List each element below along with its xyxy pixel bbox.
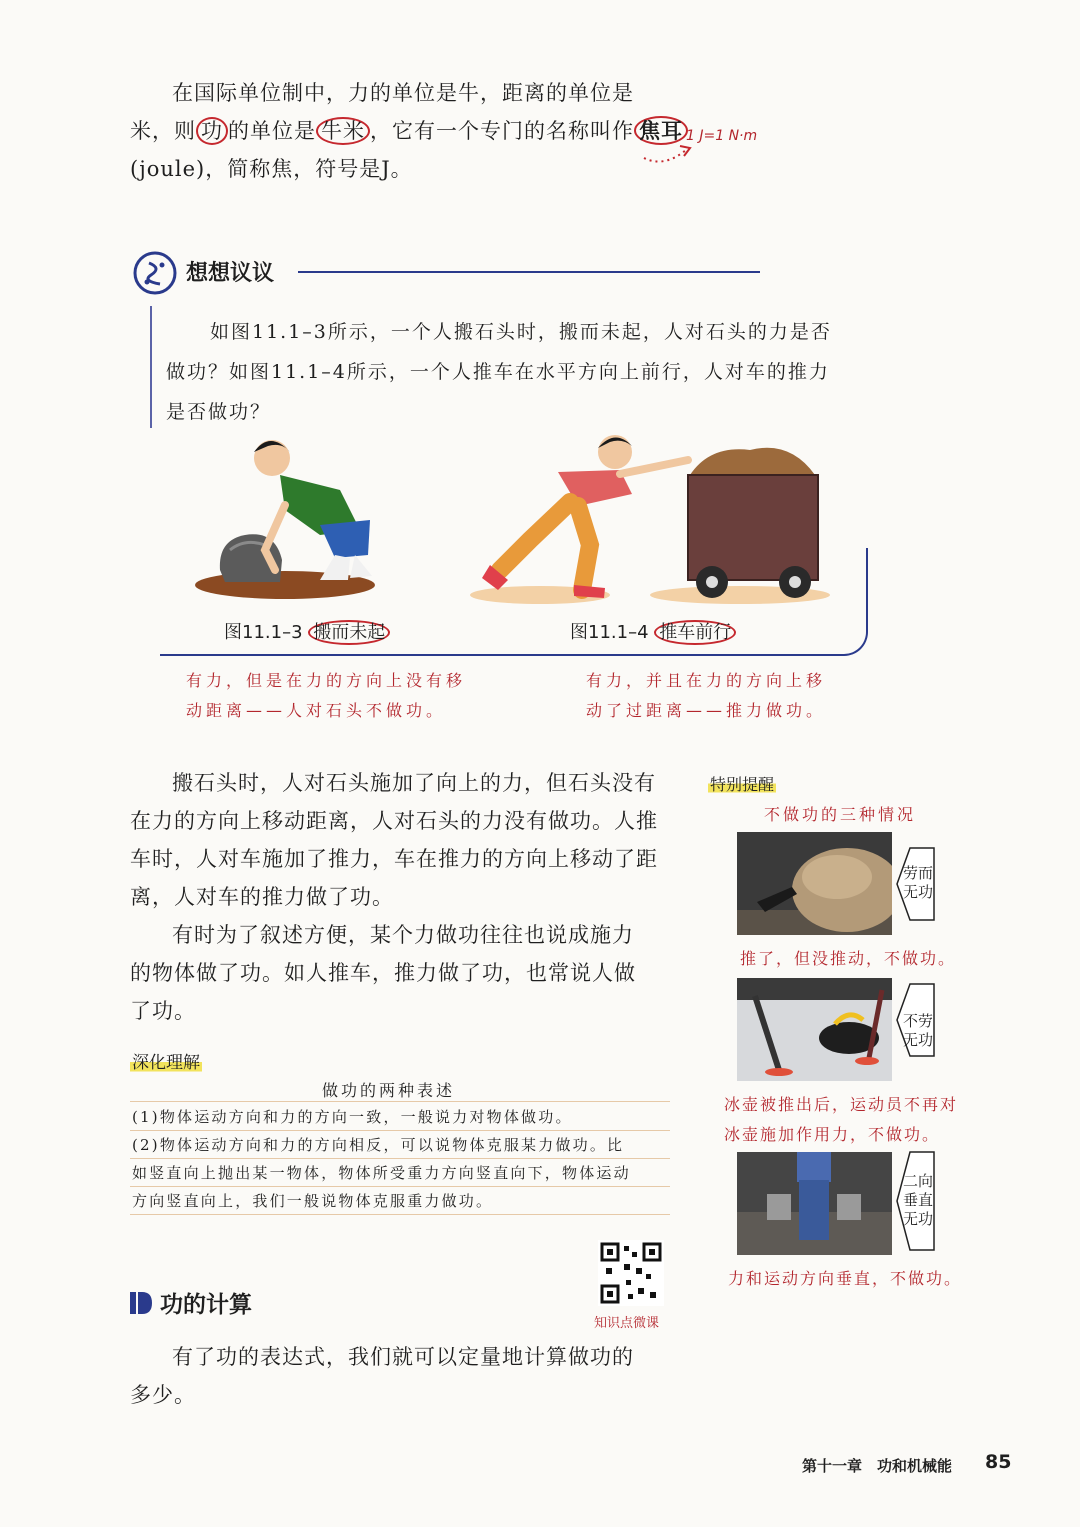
circled-joule: 焦耳 — [634, 116, 688, 145]
circled-newton-meter: 牛米 — [316, 117, 370, 145]
note-1-line-1: 有力，但是在力的方向上没有移 — [186, 671, 467, 690]
fig2-caption: 图11.1–4 推车前行 — [570, 618, 736, 644]
arrow-label-1: 劳而 无功 — [896, 846, 936, 922]
deep-line-2: (2)物体运动方向和力的方向相反，可以说物体克服某力做功。比 — [132, 1136, 625, 1154]
qr-code[interactable] — [598, 1240, 664, 1306]
think-title: 想想议议 — [186, 261, 275, 286]
deep-line-4: 方向竖直向上，我们一般说物体克服重力做功。 — [132, 1192, 494, 1210]
deep-title: 做功的两种表述 — [322, 1081, 456, 1100]
body-p2-l2: 的物体做了功。如人推车，推力做了功，也常说人做 — [130, 961, 636, 985]
intro-line-2: 米，则 功 的单位是 牛米 ，它有一个专门的名称叫作 焦耳 — [130, 112, 688, 150]
arrow-label-3: 二向 垂直 无功 — [896, 1150, 936, 1252]
section-p-l1: 有了功的表达式，我们就可以定量地计算做功的 — [172, 1345, 634, 1369]
body-p1-l4: 离，人对车的推力做了功。 — [130, 885, 394, 909]
reminder-note-1: 推了，但没推动，不做功。 — [740, 949, 957, 968]
reminder-note-2b: 冰壶施加作用力，不做功。 — [724, 1125, 941, 1144]
reminder-note-2a: 冰壶被推出后，运动员不再对 — [724, 1095, 959, 1114]
note-1-line-2: 动距离——人对石头不做功。 — [186, 701, 447, 720]
think-para-1: 如图11.1–3所示，一个人搬石头时，搬而未起，人对石头的力是否 — [210, 321, 832, 343]
arrow-label-2: 不劳 无功 — [896, 982, 936, 1058]
note-2-line-2: 动了过距离——推力做功。 — [586, 701, 827, 720]
deep-line-1: (1)物体运动方向和力的方向一致，一般说力对物体做功。 — [132, 1108, 573, 1126]
reminder-note-3: 力和运动方向垂直，不做功。 — [728, 1269, 963, 1288]
photo-push-rock — [737, 832, 892, 935]
note-2-line-1: 有力，并且在力的方向上移 — [586, 671, 827, 690]
intro-line-1: 在国际单位制中，力的单位是牛，距离的单位是 — [172, 81, 634, 105]
footer-chapter: 第十一章 功和机械能 — [802, 1457, 953, 1475]
qr-label: 知识点微课 — [594, 1316, 660, 1331]
deep-tag: 深化理解 — [132, 1053, 200, 1073]
body-p1-l1: 搬石头时，人对石头施加了向上的力，但石头没有 — [172, 771, 656, 795]
formula-note: 1 J=1 N·m — [686, 128, 758, 144]
intro-line-3: (joule)，简称焦，符号是J。 — [130, 157, 413, 181]
body-p1-l3: 车时，人对车施加了推力，车在推力的方向上移动了距 — [130, 847, 658, 871]
section-title: 功的计算 — [160, 1292, 252, 1318]
page-number: 85 — [985, 1451, 1012, 1473]
deep-line-3: 如竖直向上抛出某一物体，物体所受重力方向竖直向下，物体运动 — [132, 1164, 631, 1182]
body-p2-l1: 有时为了叙述方便，某个力做功往往也说成施力 — [172, 923, 634, 947]
think-para-2: 做功？如图11.1–4所示，一个人推车在水平方向上前行，人对车的推力 — [166, 361, 830, 383]
think-icon — [132, 250, 178, 296]
photo-curling — [737, 978, 892, 1081]
think-para-3: 是否做功？ — [166, 401, 272, 423]
think-title-rule — [298, 271, 760, 273]
photo-carry-buckets — [737, 1152, 892, 1255]
think-left-bar — [150, 306, 152, 428]
section-p-l2: 多少。 — [130, 1383, 196, 1407]
body-p1-l2: 在力的方向上移动距离，人对石头的力没有做功。人推 — [130, 809, 658, 833]
circled-work: 功 — [196, 117, 228, 145]
section-marker-icon — [130, 1290, 154, 1316]
fig1-caption: 图11.1–3 搬而未起 — [224, 618, 390, 644]
reminder-title: 不做功的三种情况 — [764, 805, 917, 824]
reminder-tag: 特别提醒 — [710, 775, 775, 794]
body-p2-l3: 了功。 — [130, 999, 196, 1023]
